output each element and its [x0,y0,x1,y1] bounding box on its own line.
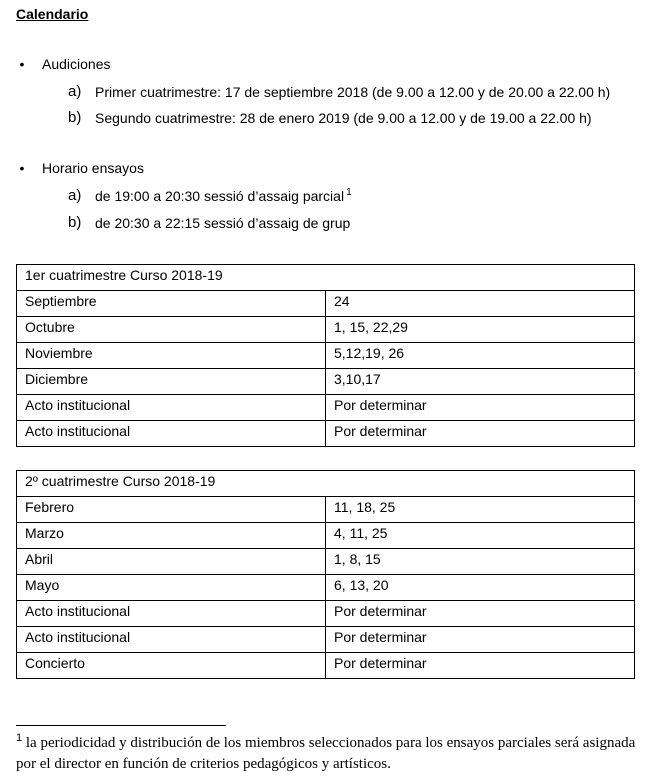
dates-cell: Por determinar [326,395,635,421]
bullet-label: Horario ensayos [42,160,144,176]
footnote-mark: 1 [16,732,23,744]
table-row [17,291,635,317]
month-cell: Octubre [17,317,326,343]
dates-cell: 3,10,17 [326,369,635,395]
list-marker: a) [68,187,82,204]
table-header-row [17,471,635,497]
month-cell: Acto institucional [17,627,326,653]
bullet-icon: • [19,56,25,72]
dates-cell: 24 [326,291,635,317]
month-cell: Febrero [17,497,326,523]
list-item-text: de 20:30 a 22:15 sessió d’assaig de grup [95,215,351,231]
table-header: 1er cuatrimestre Curso 2018-19 [17,265,635,291]
dates-cell: Por determinar [326,601,635,627]
list-marker: b) [68,214,82,231]
month-cell: Mayo [17,575,326,601]
table-row [17,601,635,627]
footnote-text: la periodicidad y distribución de los miembros seleccionados para los ensayos parciales será asignada por el director en función de criterios pedagógicos y artísticos. [16,735,636,772]
list-item-text-wrap [95,186,352,206]
table-header: 2º cuatrimestre Curso 2018-19 [17,471,635,497]
table-row [17,653,635,679]
month-cell: Diciembre [17,369,326,395]
table-row [17,497,635,523]
dates-cell: Por determinar [326,627,635,653]
footnote-reference[interactable]: 1 [346,187,352,198]
list-item-text: Primer cuatrimestre: 17 de septiembre 2018 (de 9.00 a 12.00 y de 20.00 a 22.00 h) [95,84,611,100]
dates-cell: 6, 13, 20 [326,575,635,601]
table-second-term [16,470,635,679]
table-header-row [17,265,635,291]
footnote-separator [16,725,226,726]
dates-cell: 1, 15, 22,29 [326,317,635,343]
month-cell: Abril [17,549,326,575]
table-row [17,317,635,343]
dates-cell: Por determinar [326,421,635,447]
bullet-label: Audiciones [42,56,111,72]
list-item-text: de 19:00 a 20:30 sessió d’assaig parcial [95,188,345,204]
table-row [17,395,635,421]
dates-cell: Por determinar [326,653,635,679]
month-cell: Acto institucional [17,395,326,421]
dates-cell: 1, 8, 15 [326,549,635,575]
page-title: Calendario [16,6,89,22]
table-row [17,549,635,575]
table-row [17,627,635,653]
table-row [17,369,635,395]
table-row [17,523,635,549]
month-cell: Septiembre [17,291,326,317]
list-marker: a) [68,83,82,100]
dates-cell: 5,12,19, 26 [326,343,635,369]
table-row [17,421,635,447]
footnote [16,733,641,775]
month-cell: Acto institucional [17,601,326,627]
table-row [17,575,635,601]
dates-cell: 4, 11, 25 [326,523,635,549]
table-first-term [16,264,635,447]
month-cell: Acto institucional [17,421,326,447]
list-marker: b) [68,109,82,126]
dates-cell: 11, 18, 25 [326,497,635,523]
month-cell: Noviembre [17,343,326,369]
month-cell: Marzo [17,523,326,549]
list-item-text: Segundo cuatrimestre: 28 de enero 2019 (de 9.00 a 12.00 y de 19.00 a 22.00 h) [95,110,592,126]
bullet-icon: • [19,160,25,176]
month-cell: Concierto [17,653,326,679]
table-row [17,343,635,369]
